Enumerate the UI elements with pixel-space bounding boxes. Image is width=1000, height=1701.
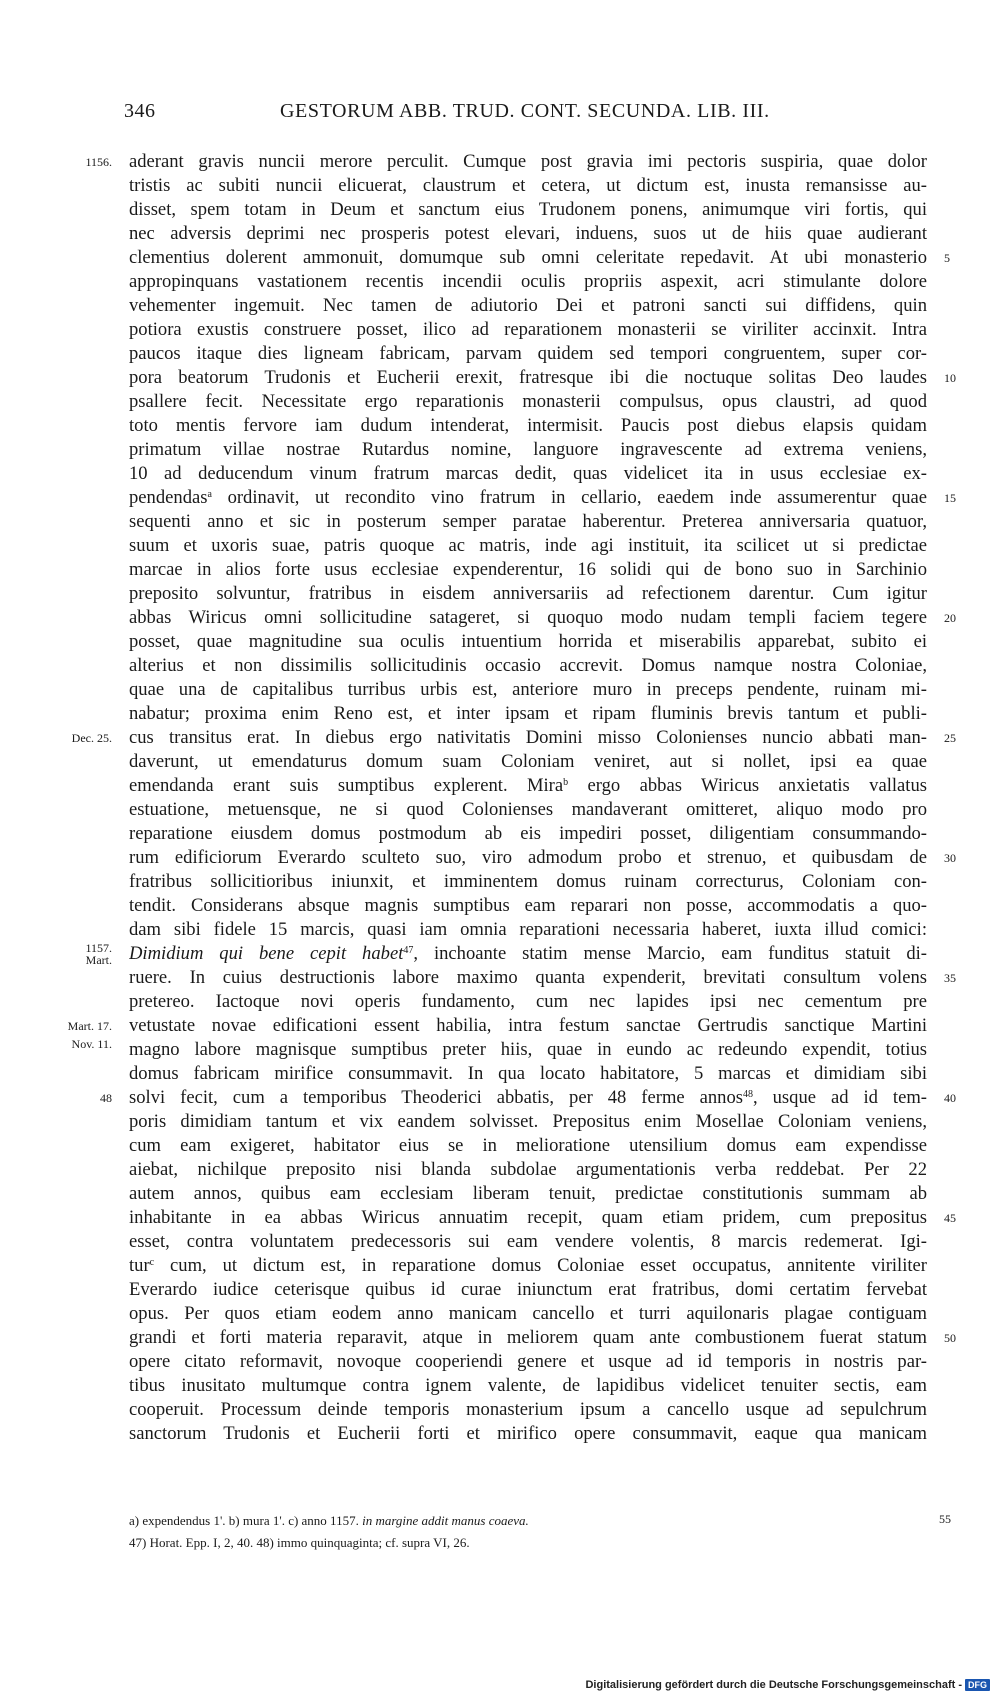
text-line: cooperuit. Processum deinde temporis monasterium ipsum a cancello usque ad sepulchrum xyxy=(129,1399,927,1420)
footnote-variants: a) expendendus 1'. b) mura 1'. c) anno 1157. in margine addit manus coaeva. xyxy=(129,1513,529,1528)
margin-note: 1157. xyxy=(85,941,112,955)
text-line: vehementer ingemuit. Nec tamen de adiutorio Dei et patroni sancti sui diffidens, quin xyxy=(129,295,927,316)
text-line: inhabitante in ea abbas Wiricus annuatim recepit, quam etiam pridem, cum prepositus xyxy=(129,1207,927,1228)
text-line: paucos itaque dies ligneam fabricam, parvam quidem sed tempori congruentem, super cor- xyxy=(129,343,927,364)
text-line: alterius et non dissimilis sollicitudinis occasio accrevit. Domus namque nostra Coloniae, xyxy=(129,655,927,676)
margin-note: Mart. 17. xyxy=(67,1019,112,1033)
text-line: nec adversis deprimi nec prosperis potest elevari, induens, suos ut de hiis quae audierant xyxy=(129,223,927,244)
text-line: potiora exustis construere posset, ilico ad reparationem monasterii se viriliter accinxit. Intra xyxy=(129,319,927,340)
margin-note: Mart. xyxy=(85,953,112,967)
text-line: preposito solvuntur, fratribus in eisdem anniversariis ad refectionem darentur. Cum igitur xyxy=(129,583,927,604)
text-line: quae una de capitalibus turribus urbis est, anteriore muro in preceps pendente, ruinam mi- xyxy=(129,679,927,700)
text-line: pora beatorum Trudonis et Eucherii erexit, fratresque ibi die noctuque solitas Deo laudes xyxy=(129,367,927,388)
text-line: suum et uxoris suae, patris quoque ac matris, inde agi instituit, ita scilicet ut si predictae xyxy=(129,535,927,556)
text-line: toto mentis fervore iam dudum intenderat, intermisit. Paucis post diebus elapsis quidam xyxy=(129,415,927,436)
text-line: abbas Wiricus omni sollicitudine satageret, si quoquo modo nudam templi faciem tegere xyxy=(129,607,927,628)
text-line: aderant gravis nuncii merore perculit. Cumque post gravia imi pectoris suspiria, quae dolor xyxy=(129,151,927,172)
line-number: 10 xyxy=(944,371,956,385)
text-line: cum eam exigeret, habitator eius se in melioratione utensilium domus eam expendisse xyxy=(129,1135,927,1156)
text-line: fratribus sollicitioribus iniunxit, et imminentem domus ruinam correcturus, Coloniam con- xyxy=(129,871,927,892)
text-line: dam sibi fidele 15 marcis, quasi iam omnia reparationi necessaria haberet, iuxta illud comici: xyxy=(129,919,927,940)
text-line: magno labore magnisque sumptibus preter hiis, quae in eundo ac redeundo expendit, totius xyxy=(129,1039,927,1060)
text-line: tristis ac subiti nuncii elicuerat, claustrum et cetera, ut dictum est, inusta remansisse au- xyxy=(129,175,927,196)
line-number: 40 xyxy=(944,1091,956,1105)
text-line: Everardo iudice ceterisque quibus id curae iniunctum erat fratribus, domi certatim fervebat xyxy=(129,1279,927,1300)
text-line: esset, contra voluntatem predecessoris sui eam vendere volentis, 8 marcis redemerat. Igi- xyxy=(129,1231,927,1252)
footnotes xyxy=(129,1510,927,1554)
text-line: domus fabricam mirifice consummavit. In qua locato habitatore, 5 marcas et dimidiam sibi xyxy=(129,1063,927,1084)
text-line: primatum villae nostrae Rutardus nomine, languore ingravescente ad extrema veniens, xyxy=(129,439,927,460)
text-line: tibus inusitato multumque contra ignem valente, de lapidibus videlicet tenuiter sectis, eam xyxy=(129,1375,927,1396)
text-line: autem annos, quibus eam ecclesiam liberam tenuit, predictae constitutionis summam ab xyxy=(129,1183,927,1204)
margin-note: Nov. 11. xyxy=(71,1037,112,1051)
margin-note: 1156. xyxy=(85,155,112,169)
line-number: 15 xyxy=(944,491,956,505)
text-line: appropinquans vastationem recentis incendii oculis propriis aspexit, acri stimulante dolore xyxy=(129,271,927,292)
text-line: cus transitus erat. In diebus ergo nativitatis Domini misso Colonienses nuncio abbati man- xyxy=(129,727,927,748)
text-line: daverunt, ut emendaturus domum suam Coloniam veniret, aut si nollet, ipsi ea quae xyxy=(129,751,927,772)
line-number-55: 55 xyxy=(939,1512,951,1526)
text-line: ruere. In cuius destructionis labore maximo quanta expenderit, brevitati consultum volens xyxy=(129,967,927,988)
text-line: disset, spem totam in Deum et sanctum eius Trudonem ponens, animumque viri fortis, qui xyxy=(129,199,927,220)
text-line: emendanda erant suis sumptibus explerent. Mira$^b$ ergo abbas Wiricus anxietatis vallatus xyxy=(129,775,927,796)
line-number: 25 xyxy=(944,731,956,745)
line-number: 20 xyxy=(944,611,956,625)
text-line: aiebat, nichilque preposito nisi blanda subdolae argumentationis verba reddebat. Per 22 xyxy=(129,1159,927,1180)
text-line: tur$^c$ cum, ut dictum est, in reparatione domus Coloniae esset occupatus, annitente viriliter xyxy=(129,1255,927,1276)
running-title: GESTORUM ABB. TRUD. CONT. SECUNDA. LIB. III. xyxy=(280,100,770,122)
line-number: 45 xyxy=(944,1211,956,1225)
text-line: marcae in alios forte usus ecclesiae expenderentur, 16 solidi qui de bono suo in Sarchinio xyxy=(129,559,927,580)
line-number: 50 xyxy=(944,1331,956,1345)
line-number: 35 xyxy=(944,971,956,985)
page-header xyxy=(0,100,1000,130)
text-line: pendendas$^a$ ordinavit, ut recondito vino fratrum in cellario, eaedem inde assumerentur quae xyxy=(129,487,927,508)
page-number: 346 xyxy=(124,100,156,122)
footnote-sources: 47) Horat. Epp. I, 2, 40. 48) immo quinquaginta; cf. supra VI, 26. xyxy=(129,1535,470,1550)
text-line: reparatione eiusdem domus postmodum ab eis impediri posset, diligentiam consummando- xyxy=(129,823,927,844)
text-line: solvi fecit, cum a temporibus Theoderici abbatis, per 48 ferme annos$^{48}$, usque ad id tem- xyxy=(129,1087,927,1108)
line-number: 5 xyxy=(944,251,950,265)
text-line: tendit. Considerans absque magnis sumptibus eam reparari non posse, accommodatis a quo- xyxy=(129,895,927,916)
text-line: sequenti anno et sic in posterum semper paratae haberentur. Preterea anniversaria quatuor, xyxy=(129,511,927,532)
text-line: Dimidium qui bene cepit habet$^{47}$, inchoante statim mense Marcio, eam funditus statuit di- xyxy=(129,943,927,964)
text-line: 10 ad deducendum vinum fratrum marcas dedit, quas videlicet ita in usus ecclesiae ex- xyxy=(129,463,927,484)
text-line: opus. Per quos etiam eodem anno manicam cancello et turri aquilonaris plagae contiguam xyxy=(129,1303,927,1324)
text-line: poris dimidiam tantum et vix eandem solvisset. Prepositus enim Mosellae Coloniam veniens, xyxy=(129,1111,927,1132)
text-line: opere citato reformavit, novoque cooperiendi genere et usque ad id temporis in nostris par- xyxy=(129,1351,927,1372)
text-line: psallere fecit. Necessitate ergo reparationis monasterii compulsus, opus claustri, ad quod xyxy=(129,391,927,412)
line-number: 30 xyxy=(944,851,956,865)
text-line: grandi et forti materia reparavit, atque in meliorem quam ante combustionem fuerat statum xyxy=(129,1327,927,1348)
margin-note: Dec. 25. xyxy=(71,731,112,745)
text-line: vetustate novae edificationi essent habilia, intra festum sanctae Gertrudis sanctique Martini xyxy=(129,1015,927,1036)
text-line: sanctorum Trudonis et Eucherii forti et mirifico opere consummavit, eaque qua manicam xyxy=(129,1423,927,1444)
dfg-credit xyxy=(585,1677,990,1693)
text-line: nabatur; proxima enim Reno est, et inter ipsam et ripam fluminis brevis tantum et publi- xyxy=(129,703,927,724)
text-line: pretereo. Iactoque novi operis fundamento, cum nec lapides ipsi nec cementum pre xyxy=(129,991,927,1012)
dfg-logo: DFG xyxy=(965,1679,990,1691)
margin-note: 48 xyxy=(100,1091,112,1105)
text-line: estuatione, metuensque, ne si quod Colonienses mandaverant omitteret, aliquo modo pro xyxy=(129,799,927,820)
text-line: clementius dolerent ammonuit, domumque sub omni celeritate repedavit. At ubi monasterio xyxy=(129,247,927,268)
text-line: rum edificiorum Everardo sculteto suo, viro admodum probo et strenuo, et quibusdam de xyxy=(129,847,927,868)
credit-text: Digitalisierung gefördert durch die Deutsche Forschungsgemeinschaft - xyxy=(585,1679,962,1691)
text-line: posset, quae magnitudine sua oculis intuentium horrida et miserabilis apparebat, subito ei xyxy=(129,631,927,652)
